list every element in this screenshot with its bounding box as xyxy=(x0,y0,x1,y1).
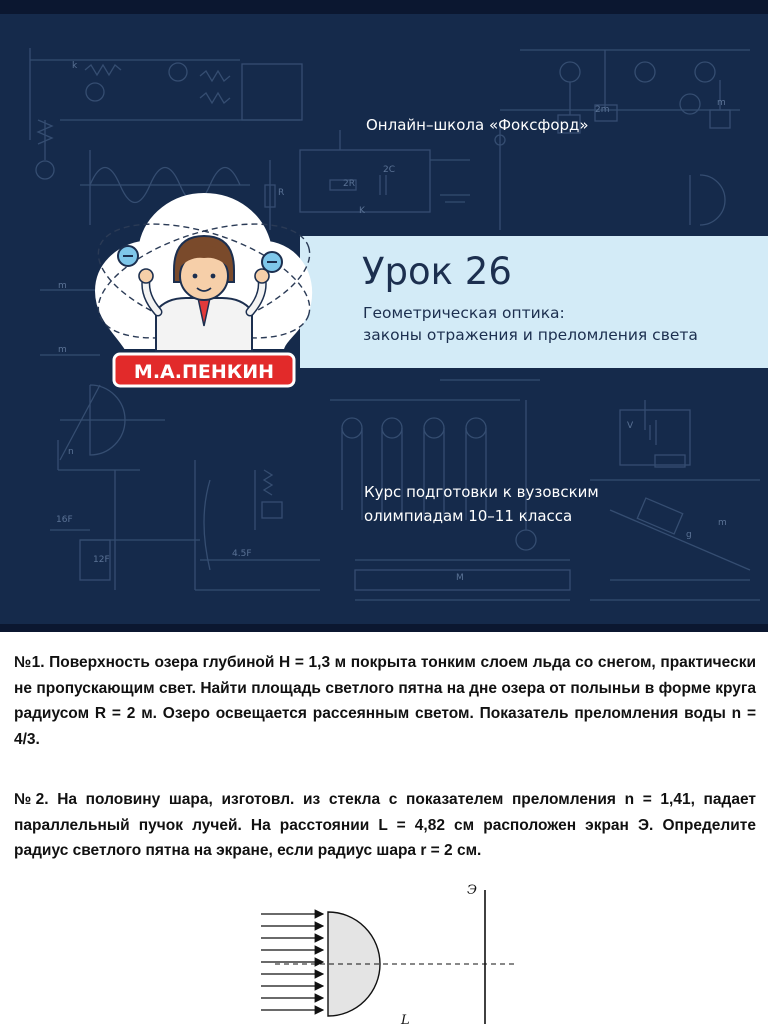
svg-text:4.5F: 4.5F xyxy=(232,549,252,559)
lesson-subtitle xyxy=(363,302,698,346)
lesson-subtitle-line2: законы отражения и преломления света xyxy=(363,326,698,344)
distance-label: L xyxy=(401,1013,410,1024)
svg-text:R: R xyxy=(278,188,285,198)
svg-text:m: m xyxy=(58,345,67,355)
problem-1-text: №1. Поверхность озера глубиной H = 1,3 м покрыта тонким слоем льда со снегом, практически не пропускающим свет. Найти площадь светлого пятна на дне озера от полыньи в форме круга радиусом R = 2 м. Озеро освещается рассеянным светом. Показатель преломления воды n = 4/3. xyxy=(14,654,756,748)
svg-text:2R: 2R xyxy=(343,179,355,189)
hemisphere-lens xyxy=(328,912,380,1016)
hemisphere-diagram xyxy=(255,878,525,1024)
lesson-title: Урок 26 xyxy=(362,250,512,293)
svg-text:k: k xyxy=(72,61,78,71)
svg-text:m: m xyxy=(718,518,727,528)
problem-2-text: №2. На половину шара, изготовл. из стекла с показателем преломления n = 1,41, падает параллельный пучок лучей. На расстоянии L = 4,82 см расположен экран Э. Определите радиус светлого пятна на экране, если радиус шара r = 2 см. xyxy=(14,791,756,859)
banner-bottom-bar xyxy=(0,624,768,632)
svg-text:12F: 12F xyxy=(93,555,110,565)
mascot-name: М.А.ПЕНКИН xyxy=(133,361,275,383)
svg-text:M: M xyxy=(456,573,464,583)
svg-text:m: m xyxy=(58,281,67,291)
mascot-logo xyxy=(86,186,322,392)
svg-text:g: g xyxy=(686,530,692,540)
svg-text:m: m xyxy=(717,98,726,108)
course-line2: олимпиадам 10–11 класса xyxy=(364,507,573,525)
svg-text:2m: 2m xyxy=(595,105,610,115)
lesson-subtitle-line1: Геометрическая оптика: xyxy=(363,304,565,322)
svg-text:16F: 16F xyxy=(56,515,73,525)
school-name: Онлайн–школа «Фоксфорд» xyxy=(366,116,589,134)
svg-text:K: K xyxy=(359,206,365,216)
course-description xyxy=(364,480,599,528)
svg-text:2C: 2C xyxy=(383,165,396,175)
incident-rays xyxy=(261,914,323,1010)
course-line1: Курс подготовки к вузовским xyxy=(364,483,599,501)
svg-text:n: n xyxy=(68,447,74,457)
screen-label: Э xyxy=(467,883,477,898)
svg-text:V: V xyxy=(627,421,634,431)
